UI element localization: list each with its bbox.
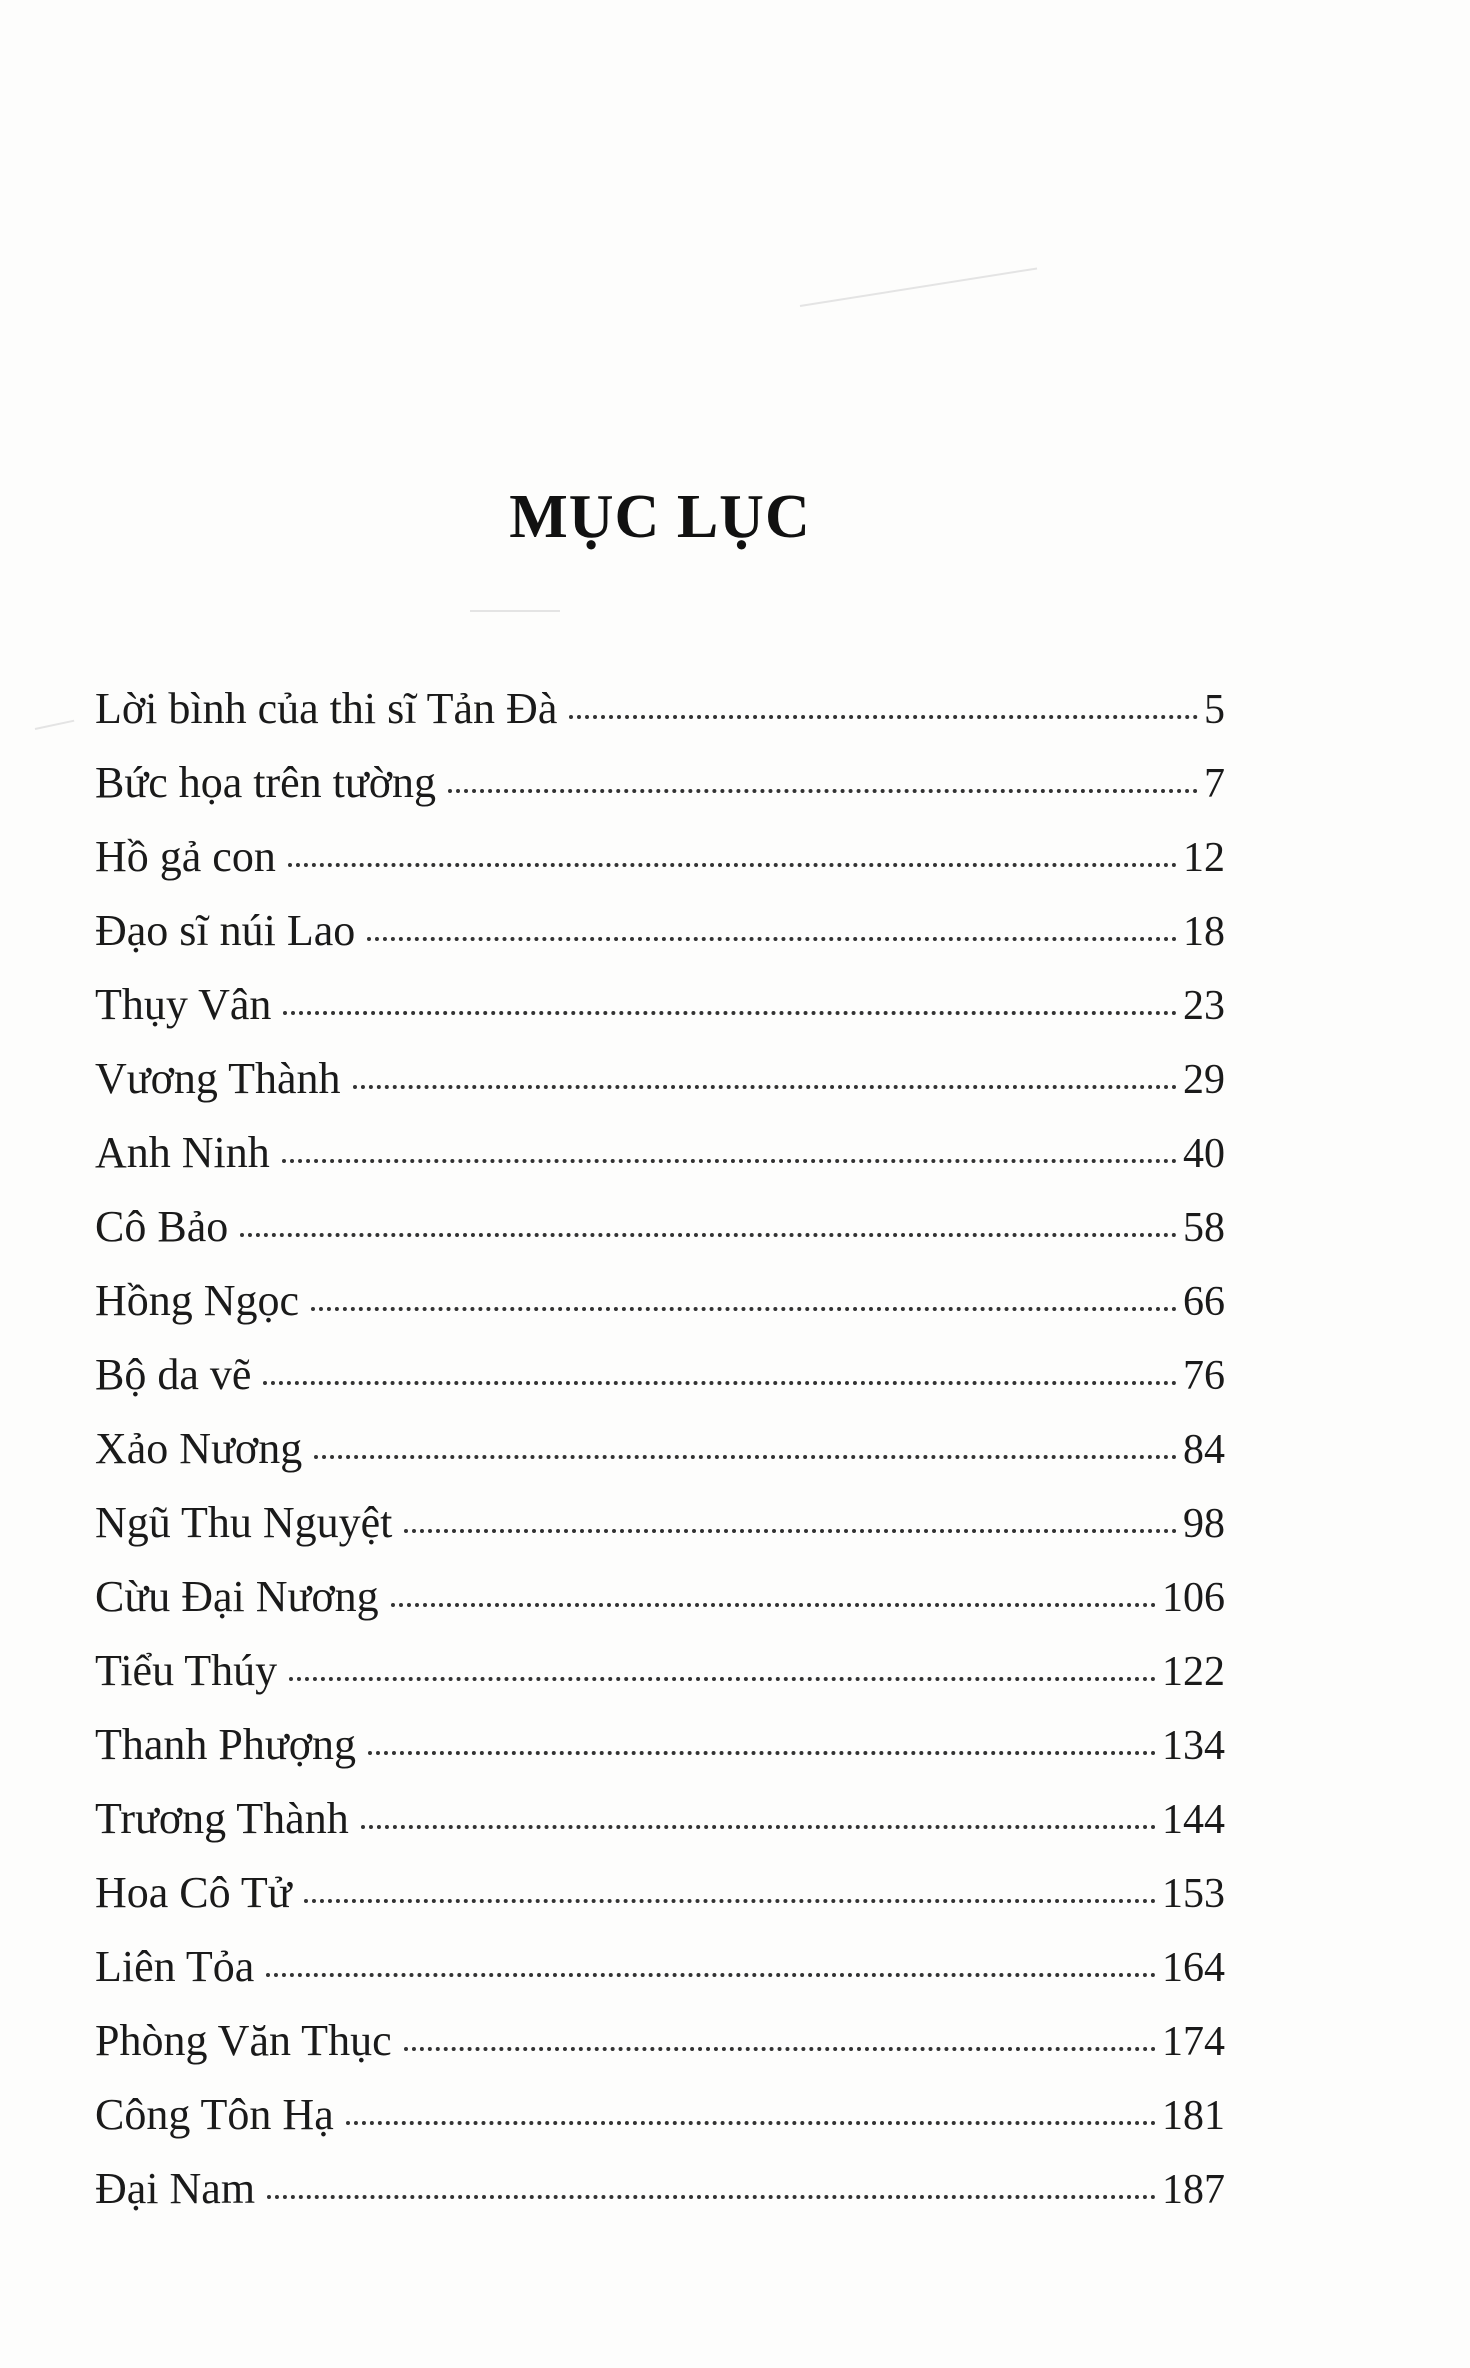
toc-entry-title: Công Tôn Hạ: [95, 2090, 334, 2139]
toc-entry[interactable]: [95, 672, 1225, 746]
toc-entry-title: Hoa Cô Tử: [95, 1868, 292, 1917]
toc-entry-title: Cô Bảo: [95, 1202, 229, 1251]
toc-entry-title: Xảo Nương: [95, 1424, 303, 1473]
dot-leader: [569, 715, 1198, 719]
toc-entry-page: 153: [1162, 1871, 1225, 1917]
dot-leader: [391, 1603, 1156, 1607]
toc-entry[interactable]: [95, 1856, 1225, 1930]
dot-leader: [404, 1529, 1177, 1533]
dot-leader: [346, 2121, 1156, 2125]
toc-entry[interactable]: [95, 746, 1225, 820]
dot-leader: [304, 1899, 1156, 1903]
toc-entry-title: Đạo sĩ núi Lao: [95, 906, 356, 955]
toc-entry-page: 40: [1183, 1131, 1225, 1177]
dot-leader: [404, 2047, 1156, 2051]
toc-entry[interactable]: [95, 1930, 1225, 2004]
toc-entry-page: 144: [1162, 1797, 1225, 1843]
table-of-contents-heading: MỤC LỤC: [509, 482, 811, 551]
toc-entry[interactable]: [95, 1190, 1225, 1264]
toc-entry[interactable]: [95, 1486, 1225, 1560]
toc-entry-title: Bộ da vẽ: [95, 1350, 252, 1399]
toc-entry-title: Trương Thành: [95, 1794, 349, 1843]
toc-entry-page: 66: [1183, 1279, 1225, 1325]
toc-entry-title: Vương Thành: [95, 1054, 341, 1103]
toc-entry-title: Đại Nam: [95, 2164, 256, 2213]
toc-entry[interactable]: [95, 968, 1225, 1042]
dot-leader: [353, 1085, 1177, 1089]
toc-entry[interactable]: [95, 1264, 1225, 1338]
toc-entry-title: Hồ gả con: [95, 832, 276, 881]
toc-entry[interactable]: [95, 1560, 1225, 1634]
toc-entry-page: 181: [1162, 2093, 1225, 2139]
toc-entry[interactable]: [95, 1634, 1225, 1708]
dot-leader: [367, 937, 1177, 941]
toc-entry-page: 164: [1162, 1945, 1225, 1991]
toc-entry[interactable]: [95, 2004, 1225, 2078]
toc-entry-title: Tiểu Thúy: [95, 1646, 278, 1695]
toc-entry[interactable]: [95, 1412, 1225, 1486]
dot-leader: [266, 1973, 1156, 1977]
toc-entry-page: 122: [1162, 1649, 1225, 1695]
toc-entry-page: 174: [1162, 2019, 1225, 2065]
dot-leader: [267, 2195, 1156, 2199]
toc-entry[interactable]: [95, 2078, 1225, 2152]
toc-entry[interactable]: [95, 1042, 1225, 1116]
toc-entry-title: Ngũ Thu Nguyệt: [95, 1498, 393, 1547]
dot-leader: [240, 1233, 1177, 1237]
dot-leader: [368, 1751, 1156, 1755]
toc-entry-page: 18: [1183, 909, 1225, 955]
dot-leader: [263, 1381, 1177, 1385]
toc-entry-page: 23: [1183, 983, 1225, 1029]
scan-smudge: [35, 720, 75, 730]
toc-entry-title: Cừu Đại Nương: [95, 1572, 379, 1621]
toc-entry-page: 29: [1183, 1057, 1225, 1103]
toc-entry-page: 84: [1183, 1427, 1225, 1473]
toc-entry-title: Lời bình của thi sĩ Tản Đà: [95, 684, 558, 733]
toc-entry-page: 98: [1183, 1501, 1225, 1547]
dot-leader: [448, 789, 1198, 793]
toc-entry-title: Thanh Phượng: [95, 1720, 356, 1769]
dot-leader: [283, 1011, 1177, 1015]
toc-entry[interactable]: [95, 1782, 1225, 1856]
toc-entry-title: Bức họa trên tường: [95, 758, 436, 807]
toc-entry-title: Thụy Vân: [95, 980, 272, 1029]
toc-entry-title: Liên Tỏa: [95, 1942, 255, 1991]
toc-entry[interactable]: [95, 820, 1225, 894]
toc-entry-page: 187: [1162, 2167, 1225, 2213]
toc-entry[interactable]: [95, 1338, 1225, 1412]
toc-entry-page: 134: [1162, 1723, 1225, 1769]
toc-entry-page: 5: [1204, 687, 1225, 733]
dot-leader: [289, 1677, 1156, 1681]
toc-entry-title: Phòng Văn Thục: [95, 2016, 392, 2065]
toc-entry-page: 58: [1183, 1205, 1225, 1251]
table-of-contents-list: [95, 672, 1225, 2226]
toc-entry-page: 76: [1183, 1353, 1225, 1399]
toc-entry[interactable]: [95, 1116, 1225, 1190]
toc-entry[interactable]: [95, 894, 1225, 968]
toc-entry-page: 12: [1183, 835, 1225, 881]
dot-leader: [314, 1455, 1177, 1459]
toc-entry[interactable]: [95, 1708, 1225, 1782]
toc-entry-title: Anh Ninh: [95, 1128, 270, 1177]
scan-smudge: [800, 267, 1037, 307]
dot-leader: [361, 1825, 1156, 1829]
toc-entry-page: 106: [1162, 1575, 1225, 1621]
scan-smudge: [470, 610, 560, 612]
dot-leader: [282, 1159, 1177, 1163]
dot-leader: [311, 1307, 1177, 1311]
dot-leader: [288, 863, 1177, 867]
toc-entry[interactable]: [95, 2152, 1225, 2226]
toc-entry-page: 7: [1204, 761, 1225, 807]
toc-entry-title: Hồng Ngọc: [95, 1276, 300, 1325]
